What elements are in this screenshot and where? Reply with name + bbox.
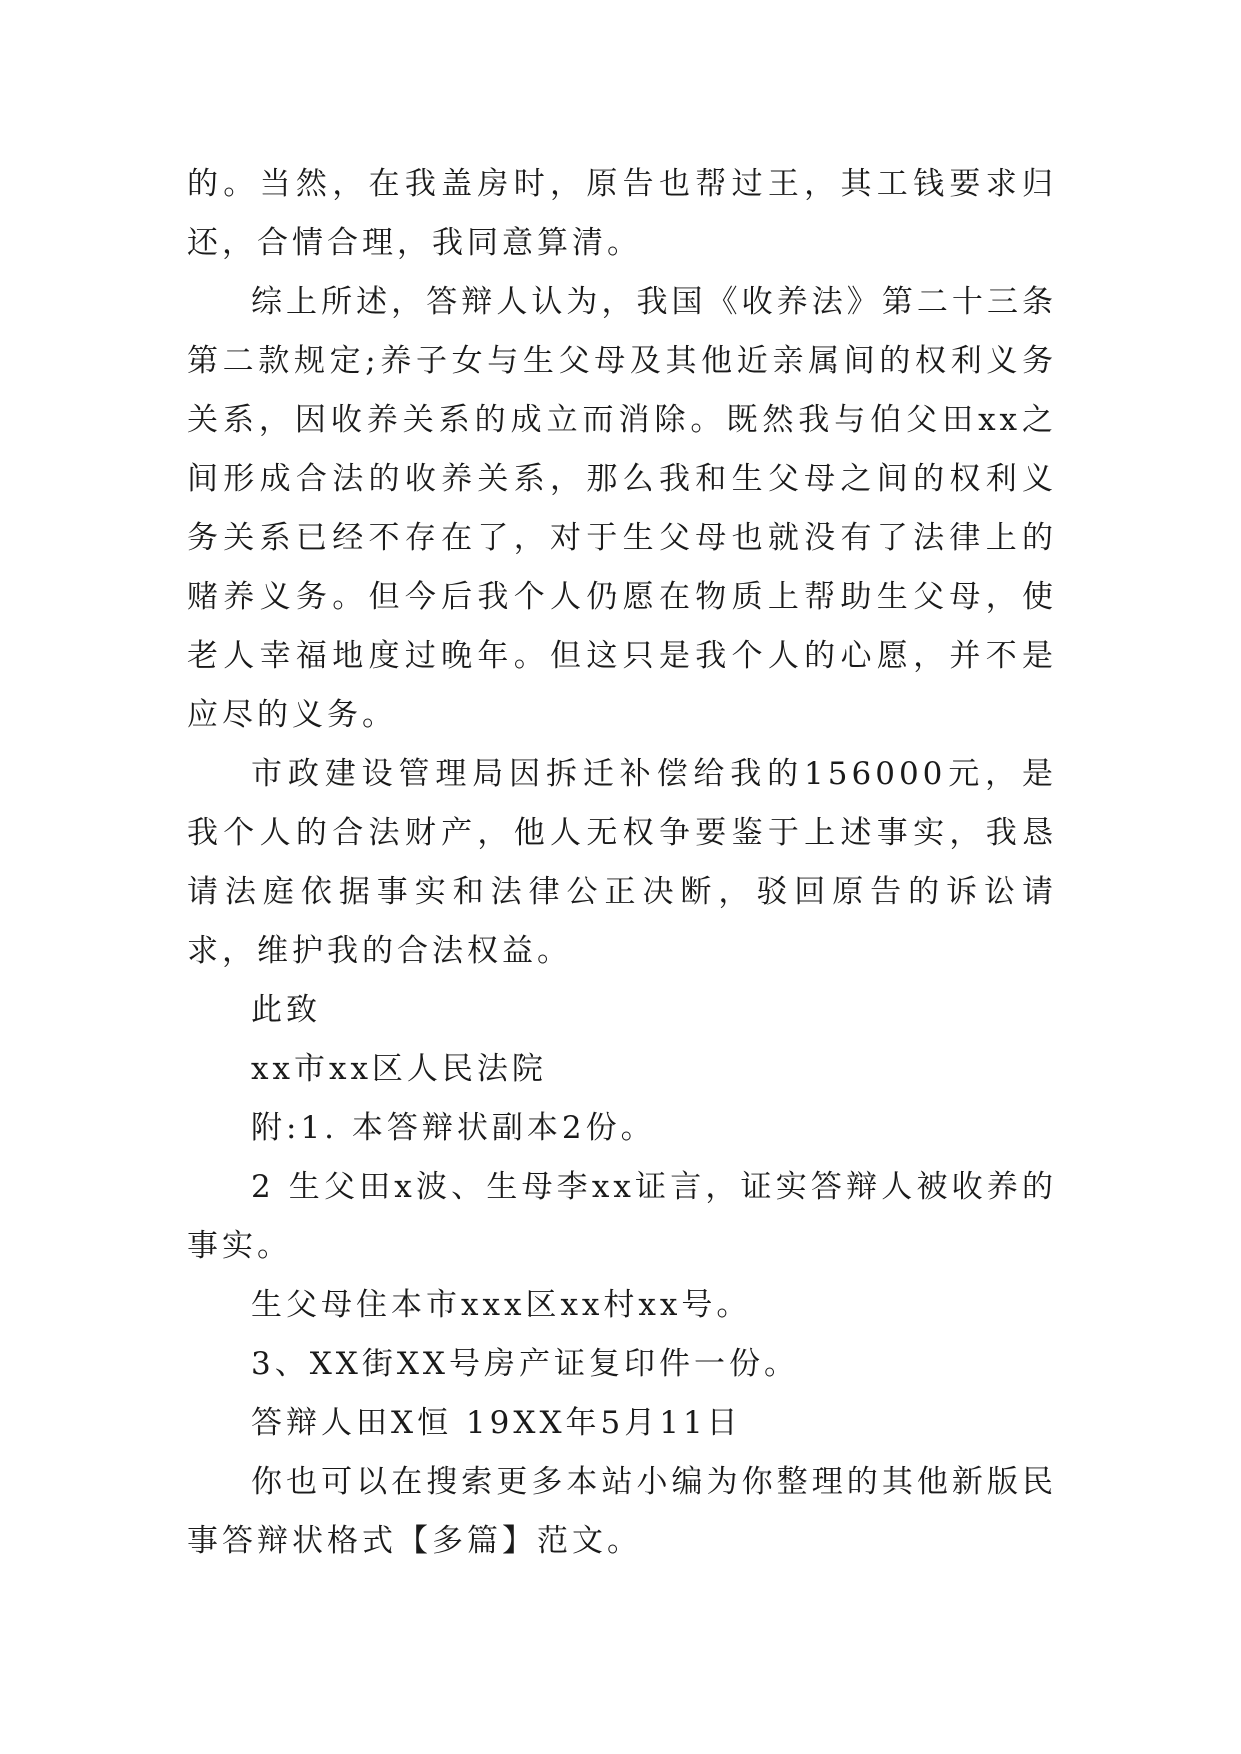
paragraph-property-claim: 市政建设管理局因拆迁补偿给我的156000元，是我个人的合法财产，他人无权争要鉴于上述事实，我恳请法庭依据事实和法律公正决断，驳回原告的诉讼请求，维护我的合法权益。 xyxy=(187,756,1057,969)
paragraph-continuation: 的。当然，在我盖房时，原告也帮过王，其工钱要求归还，合情合理，我同意算清。 xyxy=(187,166,1057,261)
document-body xyxy=(187,155,1057,1571)
paragraph-summary: 综上所述，答辩人认为，我国《收养法》第二十三条第二款规定;养子女与生父母及其他近亲属间的权利义务关系，因收养关系的成立而消除。既然我与伯父田xx之间形成合法的收养关系，那么我和生父母之间的权利义务关系已经不存在了，对于生父母也就没有了法律上的赌养义务。但今后我个人仍愿在物质上帮助生父母，使老人幸福地度过晚年。但这只是我个人的心愿，并不是应尽的义务。 xyxy=(187,284,1057,733)
closing-note: 你也可以在搜索更多本站小编为你整理的其他新版民事答辩状格式【多篇】范文。 xyxy=(187,1464,1057,1559)
attachment-item-3: 3、XX街XX号房产证复印件一份。 xyxy=(251,1346,799,1382)
attachment-item-1: 附:1. 本答辩状副本2份。 xyxy=(251,1110,656,1146)
attachment-address: 生父母住本市xxx区xx村xx号。 xyxy=(251,1287,752,1323)
attachment-item-2: 2 生父田x波、生母李xx证言，证实答辩人被收养的事实。 xyxy=(187,1169,1057,1264)
signature-line: 答辩人田X恒 19XX年5月11日 xyxy=(251,1405,742,1441)
addressee-court: xx市xx区人民法院 xyxy=(251,1051,547,1087)
closing-salutation: 此致 xyxy=(251,992,321,1028)
